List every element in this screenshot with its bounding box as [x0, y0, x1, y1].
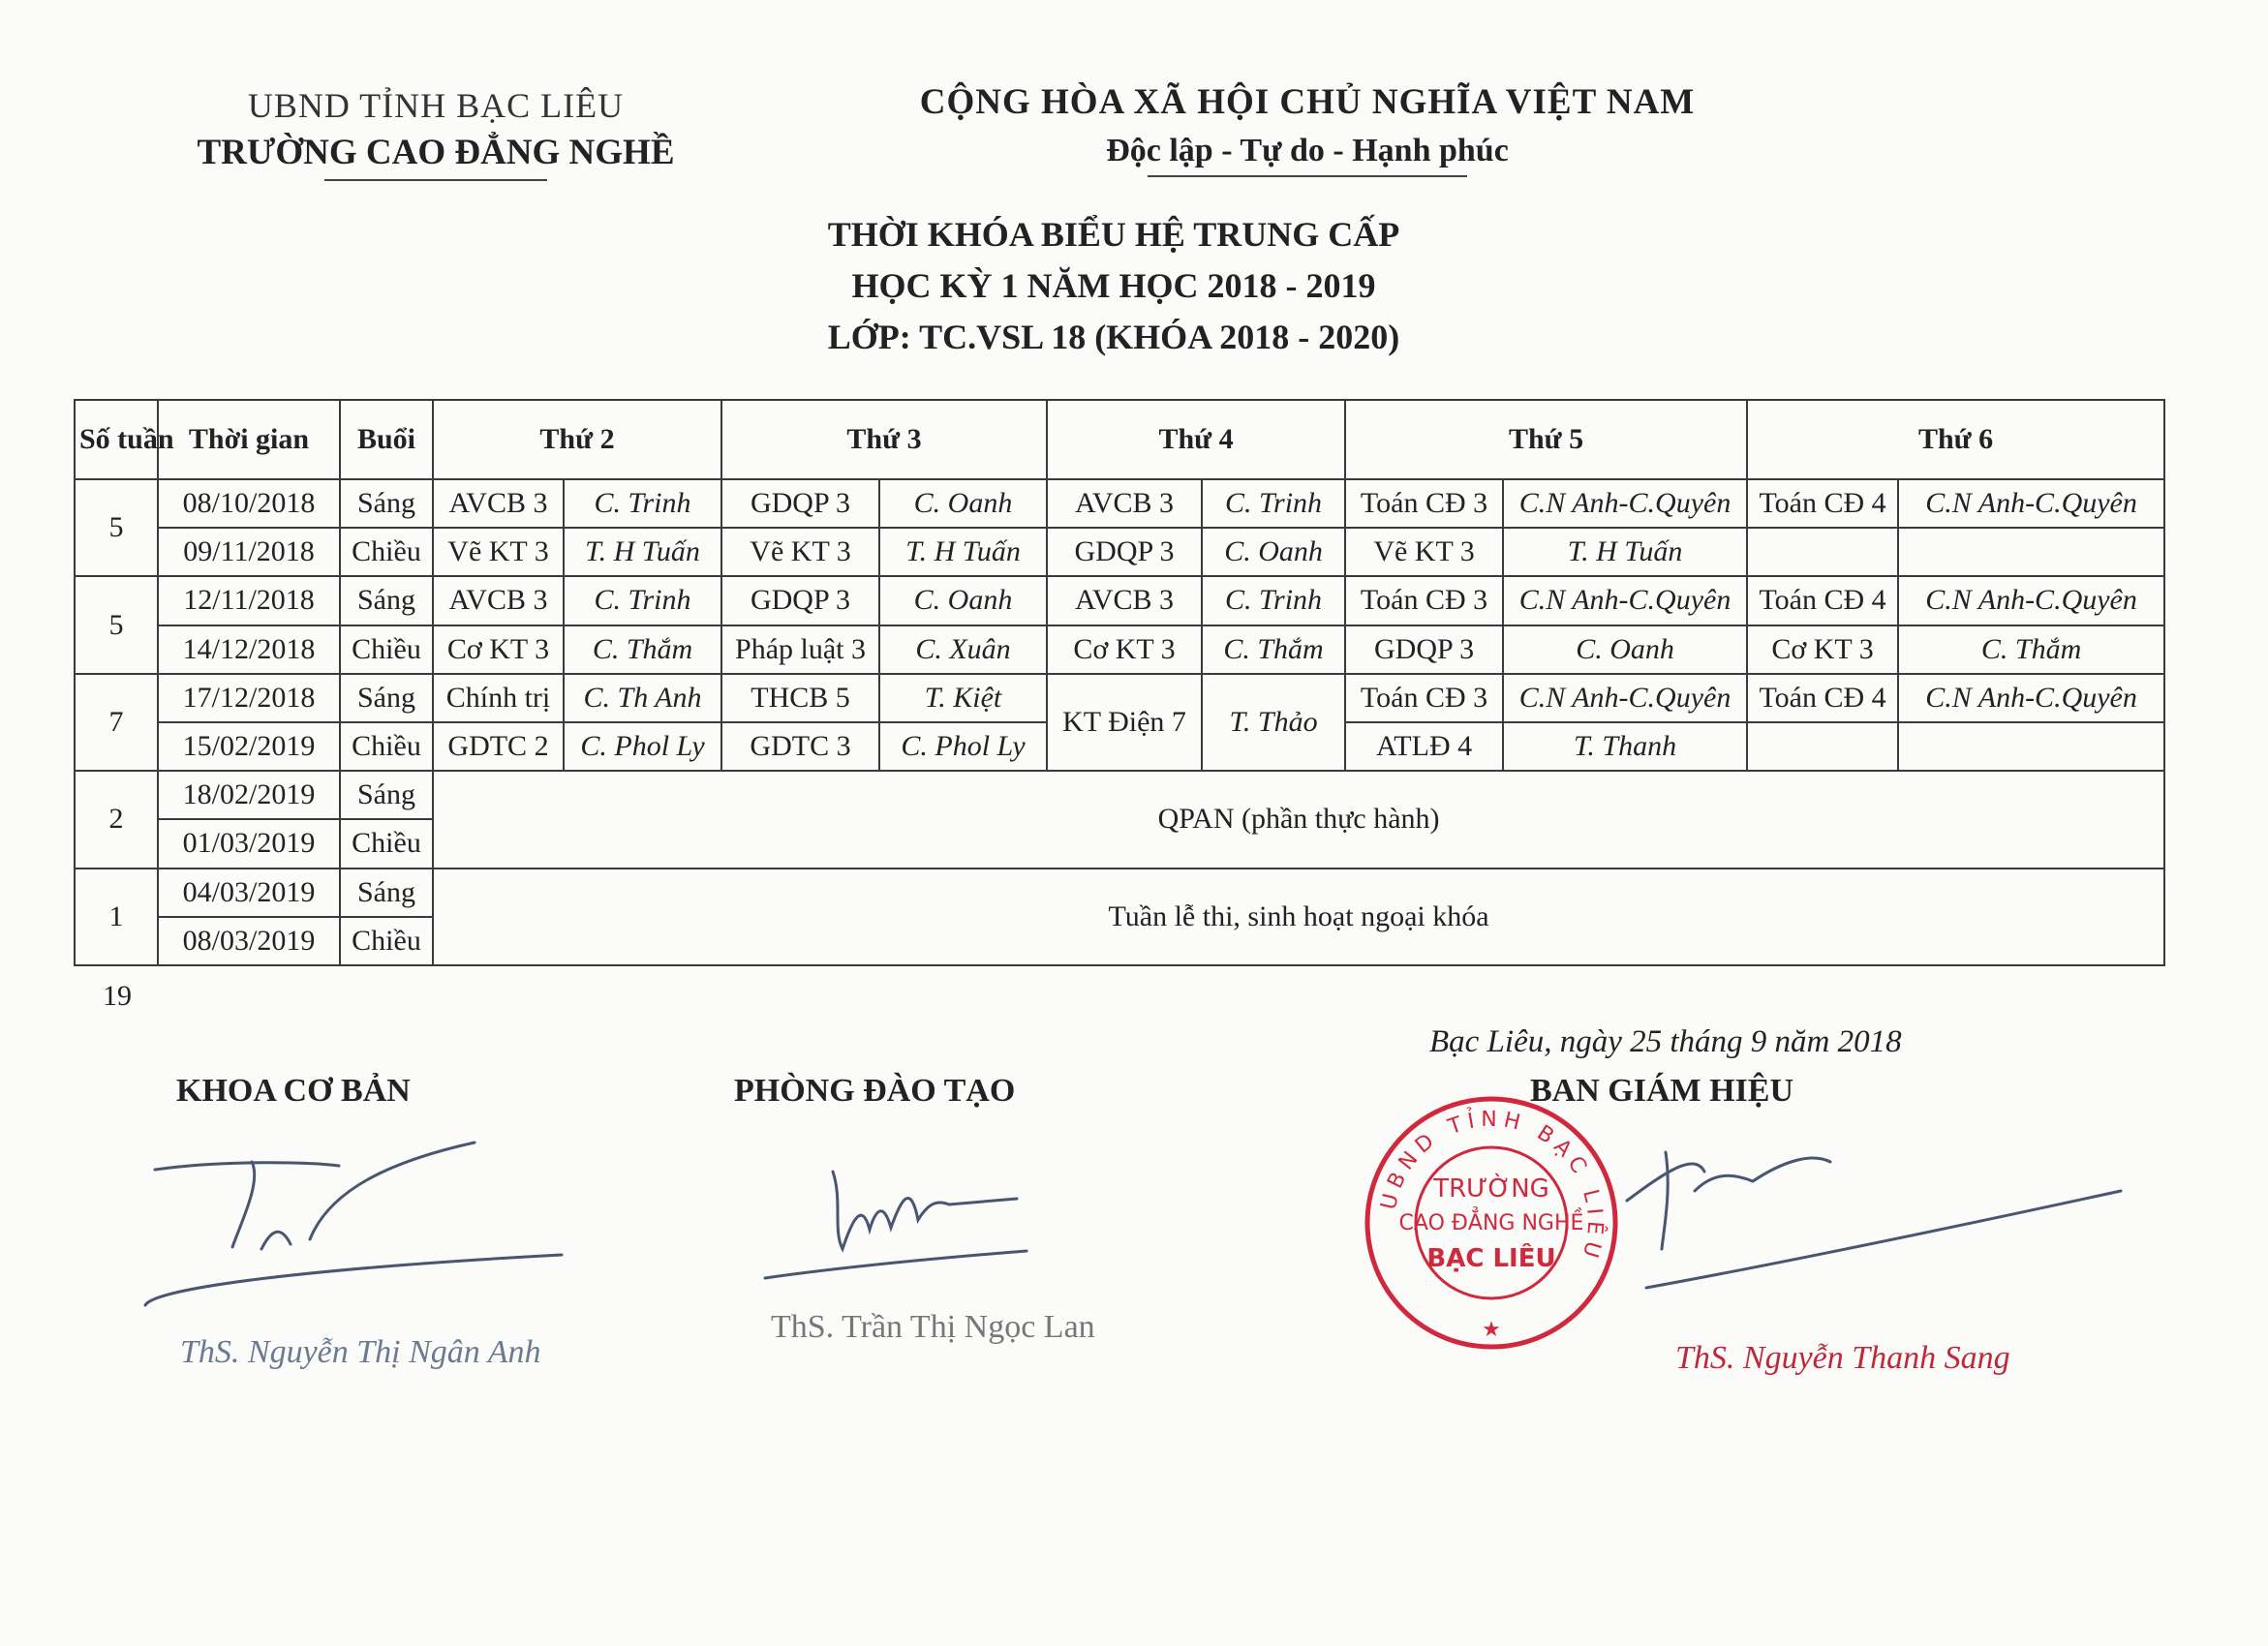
teacher-cell: C.N Anh-C.Quyên [1503, 479, 1747, 528]
subject-cell: Toán CĐ 4 [1747, 576, 1898, 625]
table-row [75, 479, 2164, 528]
teacher-cell: T. H Tuấn [879, 528, 1047, 576]
teacher-cell: C. Oanh [1503, 625, 1747, 674]
table-row [75, 528, 2164, 576]
subject-cell: AVCB 3 [1047, 479, 1202, 528]
stamp-line-3: BẠC LIÊU [1426, 1244, 1556, 1273]
subject-cell: Vẽ KT 3 [1345, 528, 1503, 576]
teacher-cell: C.N Anh-C.Quyên [1898, 479, 2164, 528]
timetable [74, 399, 2165, 966]
title-line-2: HỌC KỲ 1 NĂM HỌC 2018 - 2019 [851, 266, 1376, 305]
date-cell: 09/11/2018 [158, 528, 340, 576]
subject-cell: Cơ KT 3 [1047, 625, 1202, 674]
official-stamp [1356, 1082, 1627, 1363]
right-signer-name: ThS. Nguyễn Thanh Sang [1675, 1340, 2010, 1376]
teacher-cell: C. Trinh [1202, 576, 1345, 625]
subject-cell: GDTC 3 [721, 722, 879, 771]
col-session: Buổi [340, 400, 433, 479]
session-cell: Sáng [340, 771, 433, 819]
teacher-cell: T. H Tuấn [1503, 528, 1747, 576]
session-cell: Sáng [340, 576, 433, 625]
document-title [581, 209, 1646, 363]
left-signer-name: ThS. Nguyễn Thị Ngân Anh [180, 1334, 541, 1370]
teacher-cell: C.N Anh-C.Quyên [1898, 576, 2164, 625]
right-signature-scribble [1608, 1113, 2130, 1307]
middle-signature-scribble [755, 1143, 1046, 1297]
subject-cell: Toán CĐ 3 [1345, 674, 1503, 722]
teacher-cell-merged: T. Thảo [1202, 674, 1345, 771]
teacher-cell: C. Oanh [879, 479, 1047, 528]
teacher-cell: C. Phol Ly [879, 722, 1047, 771]
weeks-cell: 5 [75, 576, 158, 673]
date-cell: 14/12/2018 [158, 625, 340, 674]
subject-cell: Chính trị [433, 674, 564, 722]
middle-signer-title: PHÒNG ĐÀO TẠO [734, 1073, 1016, 1109]
subject-cell: Pháp luật 3 [721, 625, 879, 674]
date-cell: 17/12/2018 [158, 674, 340, 722]
stamp-line-2: CAO ĐẲNG NGHỀ [1398, 1211, 1584, 1235]
session-cell: Sáng [340, 869, 433, 917]
subject-cell: Cơ KT 3 [1747, 625, 1898, 674]
teacher-cell: C. Phol Ly [564, 722, 721, 771]
col-day6: Thứ 6 [1747, 400, 2164, 479]
merged-activity-cell: Tuần lễ thi, sinh hoạt ngoại khóa [433, 869, 2164, 966]
subject-cell: Vẽ KT 3 [721, 528, 879, 576]
date-cell: 08/10/2018 [158, 479, 340, 528]
weeks-cell: 1 [75, 869, 158, 966]
subject-cell: Toán CĐ 3 [1345, 576, 1503, 625]
subject-cell: GDTC 2 [433, 722, 564, 771]
col-day2: Thứ 2 [433, 400, 721, 479]
left-signer-title: KHOA CƠ BẢN [176, 1073, 411, 1109]
col-day3: Thứ 3 [721, 400, 1047, 479]
total-weeks: 19 [103, 980, 132, 1012]
empty-cell [1747, 722, 1898, 771]
subject-cell: Toán CĐ 3 [1345, 479, 1503, 528]
issuer-block [155, 85, 717, 181]
date-cell: 15/02/2019 [158, 722, 340, 771]
session-cell: Sáng [340, 674, 433, 722]
stamp-star-icon: ★ [1482, 1318, 1501, 1342]
subject-cell: AVCB 3 [433, 576, 564, 625]
col-weeks: Số tuần [75, 400, 158, 479]
session-cell: Chiều [340, 917, 433, 965]
weeks-cell: 5 [75, 479, 158, 576]
teacher-cell: C. Thắm [564, 625, 721, 674]
session-cell: Chiều [340, 819, 433, 868]
teacher-cell: C. Oanh [1202, 528, 1345, 576]
subject-cell: AVCB 3 [1047, 576, 1202, 625]
issuer-authority: UBND TỈNH BẠC LIÊU [247, 86, 625, 125]
teacher-cell: T. H Tuấn [564, 528, 721, 576]
session-cell: Chiều [340, 528, 433, 576]
table-row [75, 869, 2164, 917]
subject-cell: GDQP 3 [721, 576, 879, 625]
teacher-cell: C. Thắm [1202, 625, 1345, 674]
subject-cell: Vẽ KT 3 [433, 528, 564, 576]
title-line-3: LỚP: TC.VSL 18 (KHÓA 2018 - 2020) [827, 318, 1400, 356]
col-day4: Thứ 4 [1047, 400, 1345, 479]
teacher-cell: C. Trinh [564, 576, 721, 625]
teacher-cell: C. Xuân [879, 625, 1047, 674]
teacher-cell: C. Th Anh [564, 674, 721, 722]
merged-activity-cell: QPAN (phần thực hành) [433, 771, 2164, 868]
weeks-cell: 2 [75, 771, 158, 868]
place-date: Bạc Liêu, ngày 25 tháng 9 năm 2018 [1429, 1024, 1902, 1059]
teacher-cell: C. Oanh [879, 576, 1047, 625]
subject-cell: Toán CĐ 4 [1747, 479, 1898, 528]
right-signer-title: BAN GIÁM HIỆU [1530, 1073, 1794, 1109]
empty-cell [1898, 528, 2164, 576]
empty-cell [1747, 528, 1898, 576]
subject-cell-merged: KT Điện 7 [1047, 674, 1202, 771]
table-row [75, 771, 2164, 819]
stamp-line-1: TRƯỜNG [1433, 1174, 1549, 1204]
national-name: CỘNG HÒA XÃ HỘI CHỦ NGHĨA VIỆT NAM [919, 82, 1696, 122]
subject-cell: GDQP 3 [721, 479, 879, 528]
teacher-cell: C. Trinh [564, 479, 721, 528]
national-motto: Độc lập - Tự do - Hạnh phúc [1106, 133, 1509, 168]
subject-cell: GDQP 3 [1047, 528, 1202, 576]
title-line-1: THỜI KHÓA BIỂU HỆ TRUNG CẤP [827, 215, 1400, 254]
weeks-cell: 7 [75, 674, 158, 771]
col-day5: Thứ 5 [1345, 400, 1747, 479]
issuer-school: TRƯỜNG CAO ĐẲNG NGHỀ [197, 133, 675, 172]
session-cell: Chiều [340, 722, 433, 771]
teacher-cell: C.N Anh-C.Quyên [1503, 576, 1747, 625]
teacher-cell: C. Thắm [1898, 625, 2164, 674]
issuer-underline [324, 179, 547, 181]
session-cell: Sáng [340, 479, 433, 528]
table-row [75, 625, 2164, 674]
subject-cell: Toán CĐ 4 [1747, 674, 1898, 722]
teacher-cell: C.N Anh-C.Quyên [1503, 674, 1747, 722]
date-cell: 12/11/2018 [158, 576, 340, 625]
subject-cell: THCB 5 [721, 674, 879, 722]
teacher-cell: C. Trinh [1202, 479, 1345, 528]
national-motto-block [775, 81, 1840, 177]
col-time: Thời gian [158, 400, 340, 479]
teacher-cell: C.N Anh-C.Quyên [1898, 674, 2164, 722]
teacher-cell: T. Kiệt [879, 674, 1047, 722]
left-signature-scribble [116, 1123, 581, 1317]
session-cell: Chiều [340, 625, 433, 674]
subject-cell: GDQP 3 [1345, 625, 1503, 674]
motto-underline [1148, 175, 1467, 177]
stamp-ring-text: UBND TỈNH BẠC LIÊU [1376, 1107, 1608, 1266]
subject-cell: AVCB 3 [433, 479, 564, 528]
subject-cell: ATLĐ 4 [1345, 722, 1503, 771]
empty-cell [1898, 722, 2164, 771]
date-cell: 04/03/2019 [158, 869, 340, 917]
date-cell: 01/03/2019 [158, 819, 340, 868]
header-row [75, 400, 2164, 479]
subject-cell: Cơ KT 3 [433, 625, 564, 674]
teacher-cell: T. Thanh [1503, 722, 1747, 771]
date-cell: 18/02/2019 [158, 771, 340, 819]
middle-signer-name: ThS. Trần Thị Ngọc Lan [771, 1309, 1095, 1345]
table-row [75, 674, 2164, 722]
date-cell: 08/03/2019 [158, 917, 340, 965]
table-row [75, 576, 2164, 625]
